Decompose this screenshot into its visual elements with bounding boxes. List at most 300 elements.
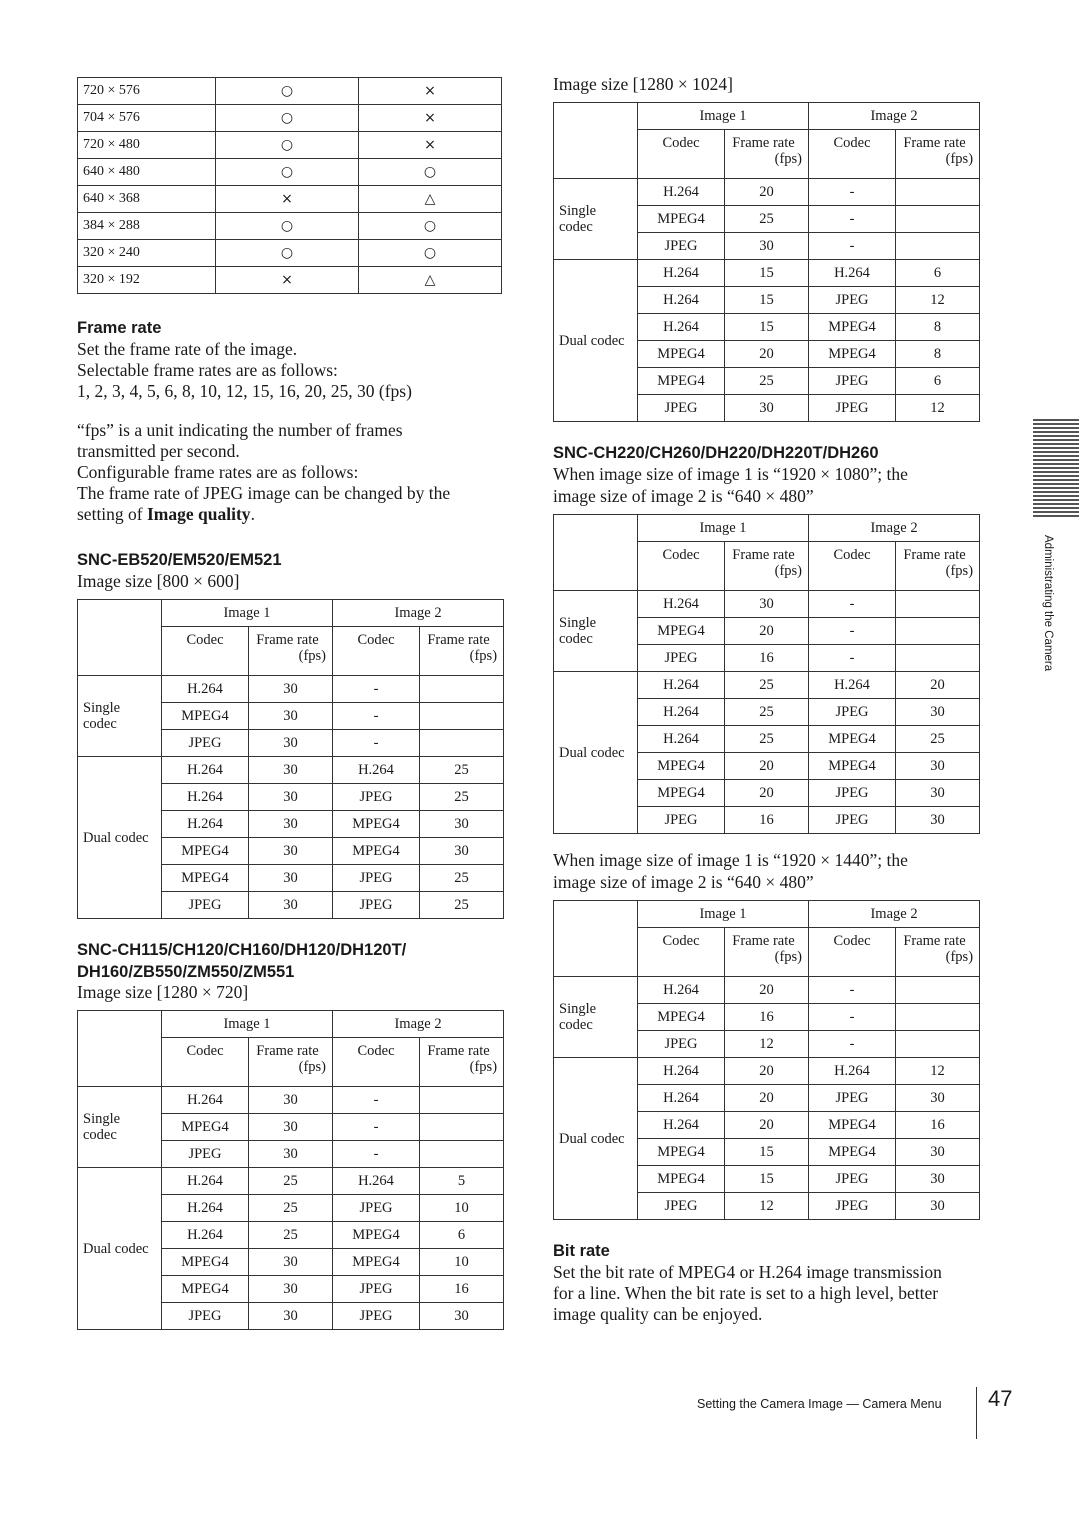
table-cell — [896, 977, 980, 1004]
image1-header: Image 1 — [638, 103, 809, 130]
table-row — [78, 1011, 504, 1038]
table-cell: - — [809, 591, 896, 618]
table-cell: 30 — [896, 753, 980, 780]
table-cell: 25 — [420, 892, 504, 919]
table-cell: MPEG4 — [333, 811, 420, 838]
group-label: codec — [559, 1017, 593, 1033]
support-mark: ○ — [215, 159, 358, 186]
table-cell: H.264 — [638, 977, 725, 1004]
table-cell: 6 — [896, 260, 980, 287]
table-cell: MPEG4 — [162, 838, 249, 865]
table-cell: 30 — [249, 865, 333, 892]
dual-codec-group: Dual codec — [78, 757, 162, 919]
corner-cell — [554, 901, 638, 977]
table-cell: 10 — [420, 1249, 504, 1276]
codec-header: Codec — [809, 542, 896, 591]
codec-header: Codec — [638, 928, 725, 977]
text-line: Set the frame rate of the image. — [77, 339, 298, 359]
frame-rate-header — [725, 542, 809, 591]
table-cell: 8 — [896, 341, 980, 368]
table-cell: H.264 — [333, 757, 420, 784]
table-row — [78, 78, 502, 105]
dual-codec-group: Dual codec — [554, 672, 638, 834]
table-cell: JPEG — [333, 1195, 420, 1222]
fps-unit-label: (fps) — [945, 563, 974, 579]
table-cell: JPEG — [333, 865, 420, 892]
bit-rate-heading: Bit rate — [553, 1242, 610, 1260]
text-line: Configurable frame rates are as follows: — [77, 462, 359, 482]
res: 720 × 480 — [78, 132, 216, 159]
table-cell: MPEG4 — [638, 1166, 725, 1193]
table-cell: JPEG — [333, 892, 420, 919]
table-cell: MPEG4 — [333, 1222, 420, 1249]
frame-rate-header — [896, 130, 980, 179]
table-row — [78, 757, 504, 784]
support-mark: × — [358, 105, 501, 132]
table-cell: 30 — [896, 699, 980, 726]
table-cell: 20 — [725, 780, 809, 807]
table-row — [78, 105, 502, 132]
dual-codec-group: Dual codec — [78, 1168, 162, 1330]
table-cell: 30 — [249, 811, 333, 838]
corner-cell — [554, 103, 638, 179]
table-cell: 25 — [249, 1168, 333, 1195]
table-cell: JPEG — [638, 645, 725, 672]
table-cell: MPEG4 — [333, 838, 420, 865]
table-row — [554, 179, 980, 206]
table-cell: JPEG — [809, 1193, 896, 1220]
group-label: Single — [83, 700, 121, 716]
model-heading-eb520: SNC-EB520/EM520/EM521 — [77, 551, 282, 569]
table-row — [78, 240, 502, 267]
table-cell: 20 — [725, 618, 809, 645]
image-size-caption: image size of image 2 is “640 × 480” — [553, 486, 814, 506]
codec-header: Codec — [638, 130, 725, 179]
support-mark: ○ — [215, 132, 358, 159]
support-mark: ○ — [215, 78, 358, 105]
model-heading-ch115: SNC-CH115/CH120/CH160/DH120/DH120T/ — [77, 941, 407, 959]
table-cell: H.264 — [809, 672, 896, 699]
table-cell: - — [333, 730, 420, 757]
table-row — [78, 159, 502, 186]
table-cell: 5 — [420, 1168, 504, 1195]
footer-section-title: Setting the Camera Image — Camera Menu — [697, 1397, 942, 1411]
corner-cell — [554, 515, 638, 591]
frame-rate-header — [249, 627, 333, 676]
table-cell: JPEG — [333, 1276, 420, 1303]
text-line: Selectable frame rates are as follows: — [77, 360, 338, 380]
table-cell: H.264 — [333, 1168, 420, 1195]
table-cell: 12 — [725, 1193, 809, 1220]
table-cell: - — [809, 618, 896, 645]
support-mark: × — [358, 132, 501, 159]
table-row — [78, 600, 504, 627]
single-codec-group — [78, 1087, 162, 1168]
image2-header: Image 2 — [333, 600, 504, 627]
table-cell: - — [809, 977, 896, 1004]
chapter-side-label: Administrating the Camera — [1042, 535, 1054, 672]
table-cell: MPEG4 — [809, 1112, 896, 1139]
table-row — [554, 591, 980, 618]
chapter-tab-marker — [1033, 419, 1079, 519]
table-cell: 15 — [725, 260, 809, 287]
table-cell — [896, 1004, 980, 1031]
image1-header: Image 1 — [638, 901, 809, 928]
bit-rate-text — [553, 1262, 983, 1325]
frame-rate-label: Frame rate — [732, 933, 795, 949]
res: 640 × 480 — [78, 159, 216, 186]
table-cell: 30 — [896, 1085, 980, 1112]
table-cell: 6 — [896, 368, 980, 395]
table-cell: 30 — [249, 892, 333, 919]
res: 320 × 192 — [78, 267, 216, 294]
table-cell: JPEG — [162, 892, 249, 919]
table-cell: JPEG — [809, 368, 896, 395]
table-cell: MPEG4 — [809, 314, 896, 341]
table-cell: - — [333, 1114, 420, 1141]
table-cell: - — [333, 1087, 420, 1114]
table-cell: MPEG4 — [162, 1276, 249, 1303]
table-cell: MPEG4 — [809, 726, 896, 753]
codec-header: Codec — [333, 1038, 420, 1087]
table-row — [554, 260, 980, 287]
table-cell: MPEG4 — [333, 1249, 420, 1276]
support-mark: × — [215, 267, 358, 294]
dual-codec-group: Dual codec — [554, 1058, 638, 1220]
corner-cell — [78, 1011, 162, 1087]
image1-header: Image 1 — [638, 515, 809, 542]
table-cell — [420, 730, 504, 757]
text-line: transmitted per second. — [77, 441, 240, 461]
res: 704 × 576 — [78, 105, 216, 132]
table-cell: 30 — [249, 1114, 333, 1141]
table-cell: 25 — [725, 726, 809, 753]
table-cell: MPEG4 — [162, 703, 249, 730]
corner-cell — [78, 600, 162, 676]
table-cell: JPEG — [809, 287, 896, 314]
table-cell: 30 — [249, 838, 333, 865]
table-cell: MPEG4 — [638, 341, 725, 368]
table-cell — [896, 206, 980, 233]
table-cell — [420, 703, 504, 730]
image2-header: Image 2 — [809, 103, 980, 130]
text-line: for a line. When the bit rate is set to a high level, better — [553, 1283, 939, 1303]
table-cell: H.264 — [162, 1168, 249, 1195]
table-cell — [420, 1114, 504, 1141]
model-heading-ch115-cont: DH160/ZB550/ZM550/ZM551 — [77, 963, 295, 981]
table-cell: JPEG — [162, 1303, 249, 1330]
text-run: . — [250, 504, 255, 524]
frame-rate-header — [420, 627, 504, 676]
support-mark: ○ — [358, 240, 501, 267]
table-cell: JPEG — [809, 1166, 896, 1193]
table-cell: 20 — [896, 672, 980, 699]
table-cell: MPEG4 — [162, 1249, 249, 1276]
image2-header: Image 2 — [809, 515, 980, 542]
table-cell — [420, 1087, 504, 1114]
image-size-caption: When image size of image 1 is “1920 × 1440”; the — [553, 850, 908, 870]
table-cell: 30 — [249, 1303, 333, 1330]
codec-header: Codec — [162, 627, 249, 676]
table-cell: H.264 — [162, 1195, 249, 1222]
group-label: codec — [83, 716, 117, 732]
text-line: image quality can be enjoyed. — [553, 1304, 763, 1324]
table-row — [554, 672, 980, 699]
support-mark: × — [358, 78, 501, 105]
table-cell: MPEG4 — [638, 368, 725, 395]
table-cell: - — [809, 233, 896, 260]
table-cell: JPEG — [809, 1085, 896, 1112]
frame-rate-header — [249, 1038, 333, 1087]
table-cell: - — [333, 703, 420, 730]
table-row — [78, 186, 502, 213]
support-mark: ○ — [215, 240, 358, 267]
table-cell: H.264 — [162, 676, 249, 703]
table-cell: H.264 — [638, 314, 725, 341]
table-cell: 25 — [249, 1222, 333, 1249]
fps-unit-label: (fps) — [774, 563, 803, 579]
table-cell: H.264 — [162, 757, 249, 784]
table-cell: H.264 — [638, 179, 725, 206]
res: 720 × 576 — [78, 78, 216, 105]
table-cell: H.264 — [638, 699, 725, 726]
table-cell: 30 — [249, 1249, 333, 1276]
table-cell: JPEG — [638, 1031, 725, 1058]
table-cell: JPEG — [162, 1141, 249, 1168]
table-cell: JPEG — [162, 730, 249, 757]
support-mark: × — [215, 186, 358, 213]
text-line — [77, 504, 507, 525]
table-cell: - — [809, 179, 896, 206]
fps-unit-label: (fps) — [469, 1059, 498, 1075]
table-cell: 30 — [249, 757, 333, 784]
frame-rate-intro — [77, 339, 507, 402]
support-mark: △ — [358, 186, 501, 213]
table-cell: 30 — [420, 838, 504, 865]
frame-rate-header — [896, 928, 980, 977]
table-cell: JPEG — [638, 233, 725, 260]
table-cell: JPEG — [809, 807, 896, 834]
table-cell: H.264 — [638, 260, 725, 287]
table-cell: 20 — [725, 753, 809, 780]
table-cell: - — [809, 645, 896, 672]
table-cell: - — [809, 1004, 896, 1031]
table-cell: 30 — [249, 1276, 333, 1303]
table-cell: JPEG — [809, 699, 896, 726]
page-number: 47 — [988, 1386, 1013, 1411]
image1-header: Image 1 — [162, 600, 333, 627]
image2-header: Image 2 — [809, 901, 980, 928]
table-cell: 12 — [896, 1058, 980, 1085]
table-cell: MPEG4 — [638, 618, 725, 645]
table-cell: 16 — [420, 1276, 504, 1303]
frame-rate-label: Frame rate — [732, 547, 795, 563]
table-cell: H.264 — [638, 726, 725, 753]
table-row — [78, 267, 502, 294]
table-cell: 15 — [725, 1139, 809, 1166]
table-cell: - — [809, 1031, 896, 1058]
table-cell: 30 — [896, 807, 980, 834]
table-cell: 30 — [420, 1303, 504, 1330]
frame-rate-label: Frame rate — [903, 933, 966, 949]
table-cell: 6 — [420, 1222, 504, 1249]
codec-header: Codec — [333, 627, 420, 676]
frame-rate-label: Frame rate — [903, 547, 966, 563]
frame-rate-header — [725, 928, 809, 977]
fps-unit-label: (fps) — [298, 1059, 327, 1075]
image1-header: Image 1 — [162, 1011, 333, 1038]
table-cell — [896, 1031, 980, 1058]
single-codec-group — [554, 977, 638, 1058]
table-cell: 30 — [725, 591, 809, 618]
table-cell: 20 — [725, 341, 809, 368]
frame-rate-label: Frame rate — [903, 135, 966, 151]
image2-header: Image 2 — [333, 1011, 504, 1038]
table-cell: 25 — [249, 1195, 333, 1222]
fps-unit-label: (fps) — [774, 949, 803, 965]
table-row — [78, 132, 502, 159]
table-cell — [896, 591, 980, 618]
table-cell: 8 — [896, 314, 980, 341]
frame-rate-table-1920x1080 — [553, 514, 980, 834]
table-cell: 12 — [896, 395, 980, 422]
table-cell: 30 — [725, 395, 809, 422]
table-row — [78, 676, 504, 703]
support-mark: ○ — [358, 213, 501, 240]
table-cell: MPEG4 — [638, 1139, 725, 1166]
table-cell: 12 — [896, 287, 980, 314]
table-cell: 25 — [896, 726, 980, 753]
table-cell: 20 — [725, 977, 809, 1004]
group-label: Single — [559, 615, 597, 631]
single-codec-group — [554, 591, 638, 672]
table-cell: 30 — [725, 233, 809, 260]
text-line: 1, 2, 3, 4, 5, 6, 8, 10, 12, 15, 16, 20, 25, 30 (fps) — [77, 381, 412, 401]
table-cell: - — [333, 1141, 420, 1168]
group-label: Single — [559, 203, 597, 219]
table-cell: H.264 — [162, 1087, 249, 1114]
table-cell: H.264 — [638, 1058, 725, 1085]
frame-rate-label: Frame rate — [732, 135, 795, 151]
table-cell: 20 — [725, 179, 809, 206]
table-cell: H.264 — [638, 287, 725, 314]
table-cell: MPEG4 — [162, 865, 249, 892]
image-size-caption: Image size [800 × 600] — [77, 571, 240, 591]
table-row — [554, 103, 980, 130]
frame-rate-label: Frame rate — [256, 1043, 319, 1059]
table-cell: 20 — [725, 1085, 809, 1112]
table-row — [554, 1058, 980, 1085]
table-cell: 30 — [896, 1166, 980, 1193]
table-cell — [896, 618, 980, 645]
table-row — [78, 1168, 504, 1195]
frame-rate-table-ch115 — [77, 1010, 504, 1330]
table-cell: H.264 — [162, 784, 249, 811]
table-cell: JPEG — [638, 807, 725, 834]
table-cell: H.264 — [638, 1085, 725, 1112]
table-cell: - — [333, 676, 420, 703]
res: 384 × 288 — [78, 213, 216, 240]
frame-rate-table-eb520 — [77, 599, 504, 919]
frame-rate-heading: Frame rate — [77, 319, 162, 337]
table-cell: 20 — [725, 1058, 809, 1085]
frame-rate-notes — [77, 420, 507, 525]
fps-unit-label: (fps) — [774, 151, 803, 167]
table-cell: H.264 — [809, 1058, 896, 1085]
table-cell: 30 — [420, 811, 504, 838]
single-codec-group — [554, 179, 638, 260]
group-label: Single — [83, 1111, 121, 1127]
table-cell: JPEG — [333, 1303, 420, 1330]
table-cell: 20 — [725, 1112, 809, 1139]
table-cell: MPEG4 — [809, 753, 896, 780]
table-cell: MPEG4 — [638, 206, 725, 233]
table-row — [554, 901, 980, 928]
table-cell: 25 — [420, 784, 504, 811]
table-cell: 30 — [896, 1193, 980, 1220]
text-line: The frame rate of JPEG image can be changed by the — [77, 483, 451, 503]
table-cell: MPEG4 — [638, 780, 725, 807]
table-cell — [896, 233, 980, 260]
table-cell: 10 — [420, 1195, 504, 1222]
table-row — [554, 977, 980, 1004]
table-cell: 30 — [249, 676, 333, 703]
table-row — [554, 515, 980, 542]
frame-rate-header — [725, 130, 809, 179]
frame-rate-label: Frame rate — [427, 632, 490, 648]
table-cell: MPEG4 — [162, 1114, 249, 1141]
footer-divider — [976, 1387, 977, 1439]
table-cell: JPEG — [333, 784, 420, 811]
table-cell: 30 — [249, 1141, 333, 1168]
image-size-caption: Image size [1280 × 1024] — [553, 74, 733, 94]
frame-rate-table-1280x1024 — [553, 102, 980, 422]
codec-header: Codec — [809, 928, 896, 977]
codec-header: Codec — [162, 1038, 249, 1087]
support-mark: ○ — [358, 159, 501, 186]
frame-rate-table-1920x1440 — [553, 900, 980, 1220]
table-cell: 25 — [725, 699, 809, 726]
table-cell: MPEG4 — [638, 1004, 725, 1031]
support-mark: ○ — [215, 105, 358, 132]
codec-header: Codec — [638, 542, 725, 591]
res: 640 × 368 — [78, 186, 216, 213]
model-heading-ch220: SNC-CH220/CH260/DH220/DH220T/DH260 — [553, 444, 879, 462]
table-cell — [420, 1141, 504, 1168]
fps-unit-label: (fps) — [298, 648, 327, 664]
text-line: “fps” is a unit indicating the number of frames — [77, 420, 403, 440]
table-cell — [896, 645, 980, 672]
res: 320 × 240 — [78, 240, 216, 267]
table-cell: H.264 — [162, 1222, 249, 1249]
table-cell — [896, 179, 980, 206]
table-cell: 30 — [249, 784, 333, 811]
table-cell: JPEG — [638, 395, 725, 422]
support-mark: △ — [358, 267, 501, 294]
single-codec-group — [78, 676, 162, 757]
fps-unit-label: (fps) — [945, 151, 974, 167]
image-size-caption: image size of image 2 is “640 × 480” — [553, 872, 814, 892]
table-cell: 25 — [725, 368, 809, 395]
table-cell: 16 — [896, 1112, 980, 1139]
frame-rate-header — [896, 542, 980, 591]
frame-rate-header — [420, 1038, 504, 1087]
table-cell: 25 — [420, 757, 504, 784]
table-cell: 30 — [896, 1139, 980, 1166]
table-cell: JPEG — [809, 780, 896, 807]
table-cell: 16 — [725, 1004, 809, 1031]
table-cell: 16 — [725, 645, 809, 672]
